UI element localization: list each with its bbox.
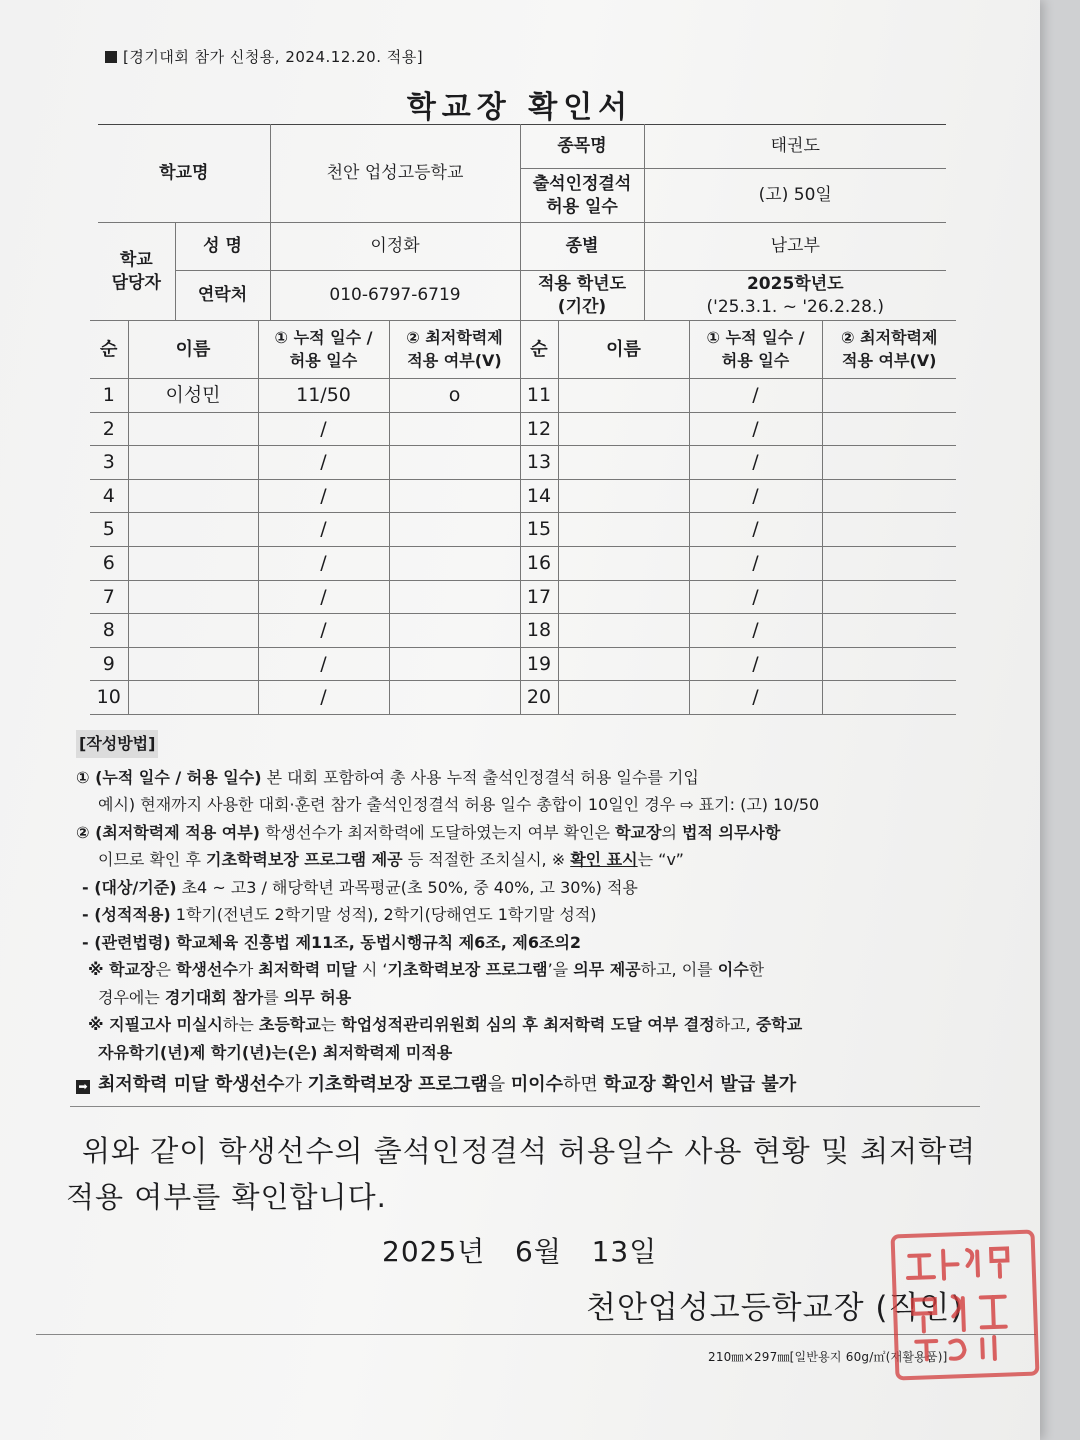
table-row <box>90 446 956 480</box>
guide-2-principal: 학교장 <box>615 822 662 842</box>
table-row <box>90 412 956 446</box>
n1-a: ※ 학교장 <box>88 960 156 979</box>
n1-h: ’을 <box>547 960 574 979</box>
row-name <box>128 513 258 547</box>
row-min-2 <box>822 580 956 614</box>
row-days: / <box>258 647 389 681</box>
guide-2-body-a: 학생선수가 최저학력에 도달하였는지 여부 확인은 <box>260 822 616 842</box>
manager-label <box>98 223 175 321</box>
warn-c: 가 <box>284 1074 308 1095</box>
col-no-2: 순 <box>520 321 558 379</box>
n2-b: 하는 <box>222 1015 259 1034</box>
guide-note-1-line2 <box>76 984 986 1012</box>
row-days-2: / <box>689 412 822 446</box>
info-table <box>98 124 946 321</box>
guide-item-1 <box>76 764 986 792</box>
allowed-days-value: (고) 50일 <box>644 169 946 223</box>
row-min-2 <box>822 379 956 413</box>
guide-2-mark: 확인 표시 <box>570 850 638 869</box>
guide-b2-head: - (성적적용) <box>82 905 171 924</box>
school-name: 천안 업성고등학교 <box>270 125 520 223</box>
allowed-days-label <box>520 169 644 223</box>
confirm-date: 2025년 6월 13일 <box>382 1235 658 1268</box>
row-name <box>128 647 258 681</box>
guide-2-body-b: 의 <box>661 822 683 842</box>
row-days-2: / <box>689 546 822 580</box>
row-min <box>389 513 520 547</box>
row-min <box>389 580 520 614</box>
row-no-2: 13 <box>520 446 558 480</box>
row-min-2 <box>822 412 956 446</box>
confirm-statement <box>66 1128 986 1220</box>
table-row <box>90 647 956 681</box>
guide-1-body: 본 대회 포함하여 총 사용 누적 출석인정결석 허용 일수를 기입 <box>261 767 699 787</box>
row-no-2: 11 <box>520 379 558 413</box>
category-label: 종별 <box>520 223 644 271</box>
confirm-line-2: 적용 여부를 확인합니다. <box>66 1180 387 1214</box>
row-days: / <box>258 580 389 614</box>
guide-b3-body: 학교체육 진흥법 제11조, 동법시행규칙 제6조, 제6조의2 <box>170 932 582 952</box>
contact-value: 010-6797-6719 <box>270 271 520 321</box>
document-title: 학교장 확인서 <box>406 90 634 125</box>
row-days-2: / <box>689 647 822 681</box>
n1-line2-a: 경우에는 <box>98 987 165 1007</box>
guide-1-head: ① (누적 일수 / 허용 일수) <box>76 767 262 787</box>
allowed-days-label-2: 허용 일수 <box>546 196 618 217</box>
row-name-2 <box>558 379 689 413</box>
guide-item-2 <box>76 819 986 847</box>
n2-c: 초등학교 <box>258 1015 321 1034</box>
row-no: 1 <box>90 379 128 413</box>
header-note <box>105 46 423 67</box>
row-name-2 <box>558 614 689 648</box>
n2-a: ※ 지필고사 미실시 <box>88 1015 223 1034</box>
row-min-2 <box>822 614 956 648</box>
row-name <box>128 681 258 715</box>
guide-2-duty: 법적 의무사항 <box>682 822 781 842</box>
n1-c: 학생선수 <box>176 960 238 979</box>
guide-b1-body: 초4 ~ 고3 / 해당학년 과목평균(초 50%, 중 40%, 고 30%) 적용 <box>176 877 638 897</box>
row-min <box>389 614 520 648</box>
n1-f: 시 ‘ <box>356 960 388 979</box>
row-no-2: 19 <box>520 647 558 681</box>
warn-f: 미이수 <box>510 1074 564 1095</box>
row-name-2 <box>558 546 689 580</box>
row-min <box>389 546 520 580</box>
row-name <box>128 546 258 580</box>
n2-f: 하고, <box>714 1015 756 1034</box>
guide-bullet-1 <box>76 874 986 902</box>
row-min-2 <box>822 479 956 513</box>
row-no-2: 20 <box>520 681 558 715</box>
n1-l: 한 <box>748 960 765 979</box>
n2-g: 중학교 <box>755 1015 803 1034</box>
n1-k: 이수 <box>717 960 749 979</box>
row-days-2: / <box>689 681 822 715</box>
row-name-2 <box>558 446 689 480</box>
row-name <box>128 412 258 446</box>
manager-name: 이정화 <box>270 223 520 271</box>
row-no-2: 16 <box>520 546 558 580</box>
paper-spec: 210㎜×297㎜[일반용지 60g/㎡(재활용품)] <box>708 1350 948 1364</box>
official-seal <box>890 1230 1039 1381</box>
year-label-1: 적용 학년도 <box>537 274 627 295</box>
arrow-box-icon: ➡ <box>76 1080 90 1094</box>
year-value <box>644 271 946 321</box>
row-days-2: / <box>689 513 822 547</box>
row-days-2: / <box>689 379 822 413</box>
row-no: 8 <box>90 614 128 648</box>
row-name-2 <box>558 479 689 513</box>
confirm-line-1: 위와 같이 학생선수의 출석인정결석 허용일수 사용 현황 및 최저학력 <box>82 1134 977 1168</box>
row-no: 5 <box>90 513 128 547</box>
row-min-2 <box>822 446 956 480</box>
n1-i: 의무 제공 <box>573 960 641 979</box>
row-days-2: / <box>689 446 822 480</box>
period-text: ('25.3.1. ~ '26.2.28.) <box>706 296 884 317</box>
n1-line2-b: 경기대회 참가 <box>164 987 264 1007</box>
table-row <box>90 614 956 648</box>
student-table <box>90 320 956 715</box>
manager-name-label: 성 명 <box>175 223 270 271</box>
col-days-b <box>689 321 822 379</box>
row-min <box>389 446 520 480</box>
row-min-2 <box>822 546 956 580</box>
guide-bullet-2 <box>76 901 986 929</box>
row-days: 11/50 <box>258 379 389 413</box>
guide-note-2 <box>76 1011 986 1039</box>
warn-e: 을 <box>487 1074 511 1095</box>
row-min <box>389 681 520 715</box>
n1-line2-d: 의무 허용 <box>283 987 352 1007</box>
allowed-days-label-1: 출석인정결석 <box>532 174 632 195</box>
table-row <box>90 479 956 513</box>
guide-note-1 <box>76 956 986 984</box>
col-days <box>258 321 389 379</box>
col-min-b-2: 적용 여부(V) <box>842 350 937 370</box>
col-name: 이름 <box>128 321 258 379</box>
sport-value: 태권도 <box>644 125 946 169</box>
row-no: 7 <box>90 580 128 614</box>
guide-2-head: ② (최저학력제 적용 여부) <box>76 822 260 842</box>
row-no: 10 <box>90 681 128 715</box>
row-min <box>389 479 520 513</box>
row-days: / <box>258 412 389 446</box>
year-label <box>520 271 644 321</box>
square-bullet-icon <box>105 51 117 63</box>
row-no: 2 <box>90 412 128 446</box>
col-days-2: 허용 일수 <box>289 350 358 370</box>
manager-label-2: 담당자 <box>111 272 161 293</box>
guide-b2-body: 1학기(전년도 2학기말 성적), 2학기(당해연도 1학기말 성적) <box>170 905 597 924</box>
header-note-text: [경기대회 참가 신청용, 2024.12.20. 적용] <box>123 48 424 66</box>
table-row <box>90 681 956 715</box>
col-name-2: 이름 <box>558 321 689 379</box>
n2-d: 는 <box>320 1015 342 1034</box>
guide-2-line2-c: 는 “v” <box>637 850 684 869</box>
row-days: / <box>258 479 389 513</box>
row-days: / <box>258 546 389 580</box>
instructions-title: [작성방법] <box>76 730 158 758</box>
guide-2-line2-b: 등 적절한 조치실시, ※ <box>402 850 571 869</box>
year-label-2: (기간) <box>557 296 607 317</box>
n1-line2-c: 를 <box>263 987 284 1007</box>
row-min <box>389 412 520 446</box>
year-text: 2025학년도 <box>746 274 844 295</box>
warn-h: 학교장 확인서 발급 불가 <box>603 1074 797 1095</box>
instructions <box>76 730 986 1066</box>
seal-glyph-icon <box>895 1234 1027 1368</box>
warn-a: 최저학력 미달 <box>98 1074 215 1095</box>
warn-g: 하면 <box>563 1074 604 1095</box>
row-name-2 <box>558 412 689 446</box>
col-days-1: ① 누적 일수 / <box>274 328 373 348</box>
principal-name: 천안업성고등학교장 (직인) <box>586 1290 964 1326</box>
col-min-b-1: ② 최저학력제 <box>841 328 938 348</box>
sport-label: 종목명 <box>520 125 644 169</box>
guide-b1-head: - (대상/기준) <box>82 877 177 897</box>
guide-2-line2-a: 이므로 확인 후 <box>98 850 206 869</box>
col-min <box>389 321 520 379</box>
col-min-1: ② 최저학력제 <box>406 328 503 348</box>
n1-g: 기초학력보장 프로그램 <box>387 960 548 979</box>
row-no: 4 <box>90 479 128 513</box>
divider-bottom <box>36 1334 1036 1335</box>
n1-d: 가 <box>237 960 259 979</box>
row-min-2 <box>822 681 956 715</box>
table-row <box>90 546 956 580</box>
row-name <box>128 479 258 513</box>
guide-note-2-line2 <box>76 1039 986 1067</box>
table-row <box>90 513 956 547</box>
row-no-2: 12 <box>520 412 558 446</box>
table-row <box>90 379 956 413</box>
row-no-2: 15 <box>520 513 558 547</box>
warn-d: 기초학력보장 프로그램 <box>307 1074 488 1095</box>
guide-2-line2 <box>76 846 986 874</box>
row-name-2 <box>558 681 689 715</box>
row-name-2 <box>558 580 689 614</box>
guide-bullet-3 <box>76 929 986 957</box>
guide-b3-head: - (관련법령) <box>82 932 171 952</box>
row-no: 6 <box>90 546 128 580</box>
row-no: 3 <box>90 446 128 480</box>
row-no-2: 17 <box>520 580 558 614</box>
warning-line <box>76 1070 976 1096</box>
school-name-label: 학교명 <box>98 125 270 223</box>
guide-2-program: 기초학력보장 프로그램 제공 <box>206 850 403 869</box>
row-name <box>128 614 258 648</box>
row-name-2 <box>558 513 689 547</box>
row-min-2 <box>822 647 956 681</box>
row-no-2: 14 <box>520 479 558 513</box>
divider-top <box>70 1106 980 1107</box>
row-days-2: / <box>689 580 822 614</box>
category-value: 남고부 <box>644 223 946 271</box>
row-min: o <box>389 379 520 413</box>
row-name-2 <box>558 647 689 681</box>
col-min-2: 적용 여부(V) <box>407 350 502 370</box>
col-min-b <box>822 321 956 379</box>
col-days-b-1: ① 누적 일수 / <box>706 328 805 348</box>
row-no: 9 <box>90 647 128 681</box>
row-days-2: / <box>689 614 822 648</box>
row-name <box>128 580 258 614</box>
row-name <box>128 446 258 480</box>
row-min-2 <box>822 513 956 547</box>
manager-label-1: 학교 <box>119 250 153 271</box>
warn-b: 학생선수 <box>214 1074 285 1095</box>
row-days-2: / <box>689 479 822 513</box>
row-days: / <box>258 513 389 547</box>
row-days: / <box>258 446 389 480</box>
n1-j: 하고, 이를 <box>640 960 718 979</box>
n2-e: 학업성적관리위원회 심의 후 최저학력 도달 여부 결정 <box>341 1015 715 1034</box>
n1-e: 최저학력 미달 <box>258 960 357 979</box>
n1-b: 은 <box>155 960 177 979</box>
col-days-b-2: 허용 일수 <box>721 350 790 370</box>
row-days: / <box>258 681 389 715</box>
guide-1-example: 예시) 현재까지 사용한 대회·훈련 참가 출석인정결석 허용 일수 총합이 10일인 경우 ⇨ 표기: (고) 10/50 <box>98 795 820 814</box>
row-min <box>389 647 520 681</box>
row-no-2: 18 <box>520 614 558 648</box>
n2-line2: 자유학기(년)제 학기(년)는(은) 최저학력제 미적용 <box>98 1042 453 1062</box>
col-no: 순 <box>90 321 128 379</box>
row-days: / <box>258 614 389 648</box>
row-name: 이성민 <box>128 379 258 413</box>
contact-label: 연락처 <box>175 271 270 321</box>
table-row <box>90 580 956 614</box>
